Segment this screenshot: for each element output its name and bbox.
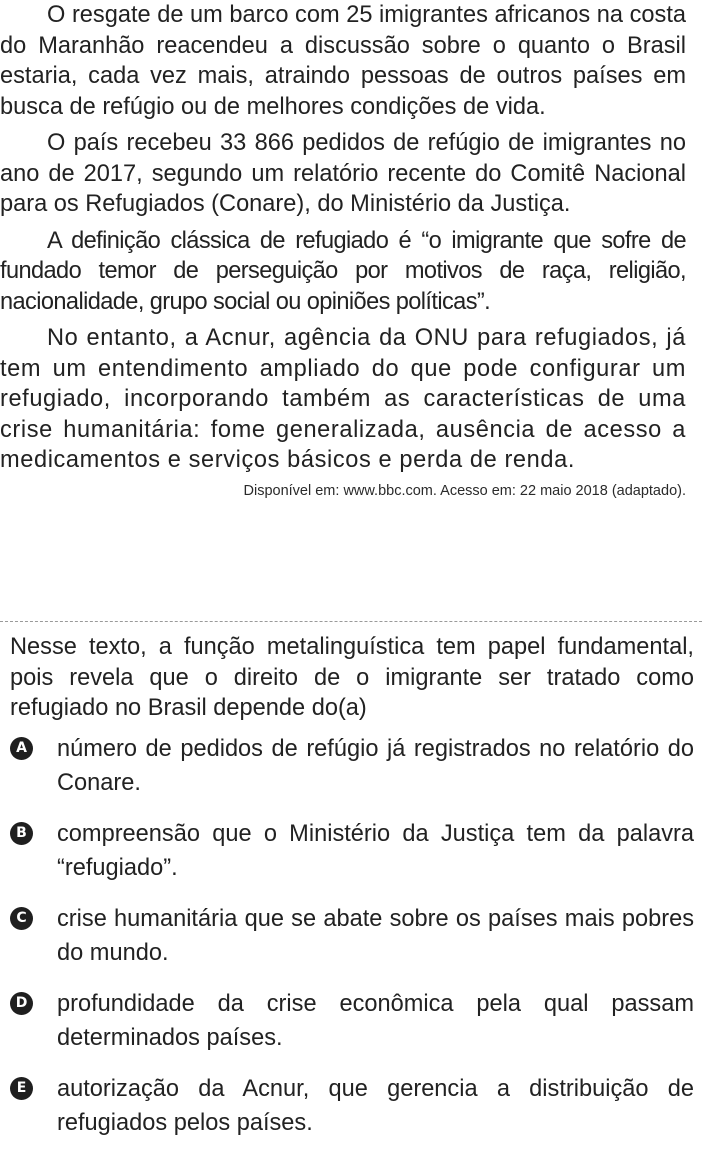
source-citation: Disponível em: www.bbc.com. Acesso em: 22 maio 2018 (adaptado).: [243, 482, 686, 499]
option-a-letter-badge: A: [10, 737, 33, 760]
option-a[interactable]: [10, 732, 694, 800]
question-stem: Nesse texto, a função metalinguística tem papel fundamental, pois revela que o direito de o imigrante ser tratado como refugiado no Brasil depende do(a): [10, 634, 694, 721]
option-d-text: profundidade da crise econômica pela qual passam determinados países.: [57, 990, 694, 1051]
dashed-divider: [0, 621, 702, 622]
passage-paragraph-1: O resgate de um barco com 25 imigrantes africanos na costa do Maranhão reacendeu a discussão sobre o quanto o Brasil estaria, cada vez mais, atraindo pessoas de outros países em busca de refúgio ou de melhores condições de vida.: [0, 2, 686, 120]
option-d[interactable]: [10, 987, 694, 1055]
option-b-letter-badge: B: [10, 822, 33, 845]
option-e-letter-badge: E: [10, 1077, 33, 1100]
option-e[interactable]: [10, 1072, 694, 1140]
option-c-letter-badge: C: [10, 907, 33, 930]
passage: [0, 0, 686, 500]
question: [10, 632, 694, 1157]
passage-paragraph-2: O país recebeu 33 866 pedidos de refúgio de imigrantes no ano de 2017, segundo um relatório recente do Comitê Nacional para os Refugiados (Conare), do Ministério da Justiça.: [0, 130, 686, 217]
option-c-text: crise humanitária que se abate sobre os países mais pobres do mundo.: [57, 905, 694, 966]
option-b[interactable]: [10, 817, 694, 885]
option-b-text: compreensão que o Ministério da Justiça tem da palavra “refugiado”.: [57, 820, 694, 881]
option-d-letter-badge: D: [10, 992, 33, 1015]
passage-paragraph-3: A definição clássica de refugiado é “o imigrante que sofre de fundado temor de perseguição por motivos de raça, religião, nacionalidade, grupo social ou opiniões políticas”.: [0, 227, 686, 315]
option-a-text: número de pedidos de refúgio já registrados no relatório do Conare.: [57, 735, 694, 796]
option-e-text: autorização da Acnur, que gerencia a distribuição de refugiados pelos países.: [57, 1075, 694, 1136]
option-c[interactable]: [10, 902, 694, 970]
passage-paragraph-4: No entanto, a Acnur, agência da ONU para refugiados, já tem um entendimento ampliado do que pode configurar um refugiado, incorporando também as características de uma crise humanitária: fome generalizada, ausência de acesso a medicamentos e serviços básicos e perda de renda.: [0, 325, 686, 473]
